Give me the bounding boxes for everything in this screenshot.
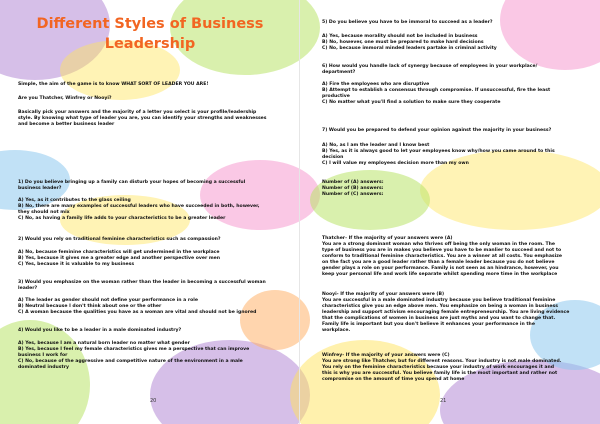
- question-4: 4) Would you like to be a leader in a male dominated industry?: [18, 328, 182, 333]
- intro-text: Simple, the aim of the game is to know WHAT SORT OF LEADER YOU ARE!: [18, 82, 209, 87]
- answers-3: A) The leader as gender should not define your performance in a role B) Neutral because I don't think about one or the other C) A woman because the qualities you have as a woman are vital and should not be ignored: [18, 298, 257, 315]
- question-6: 6) How would you handle lack of synergy because of employees in your workplace/ department?: [322, 64, 538, 75]
- intro-question: Are you Thatcher, Winfrey or Nooyi?: [18, 96, 112, 101]
- answers-4: A) Yes, because I am a natural born leader no matter what gender B) Yes, because I feel my female characteristics gives me a perspective that can improve business I work for C) No, because of the aggressive and competitive nature of the environment in a male dominated industry: [18, 341, 250, 370]
- answer-tally: Number of (A) answers: Number of (B) answers: Number of (C) answers:: [322, 180, 384, 197]
- answers-1: A) Yes, as it contributes to the glass ceiling B) No, there are many examples of successful leaders who have succeeded in both, however, they should not mix C) No, as having a family life adds to your characteristics to be a greater leader: [18, 198, 260, 221]
- page-title: Different Styles of Business Leadership: [36, 16, 264, 52]
- answers-2: A) No, because feminine characteristics will get undermined in the workplace B) Yes, because it gives me a greater edge and another perspective over men C) Yes, because it is valuable to my business: [18, 250, 221, 267]
- question-1: 1) Do you believe bringing up a family can disturb your hopes of becoming a successful business leader?: [18, 180, 246, 191]
- question-7: 7) Would you be prepared to defend your opinion against the majority in your business?: [322, 128, 552, 133]
- right-page: [300, 0, 600, 424]
- page-number: 20: [150, 398, 157, 404]
- result-nooyi: Nooyi- If the majority of your answers were (B) You are successful in a male dominated industry because you believe traditional feminine characteristics give you an edge above men. You emphasize on being a woman in business leadership and support activism encouraging female entrepreneurship. You are living evidence that the complications of women in business are just myths and you want to change that. Family life is important but you don't believe it enhances your performance in the workplace.: [322, 292, 570, 333]
- answers-5: A) Yes, because morality should not be included in business B) No, however, one must be prepared to make hard decisions C) No, because immoral minded leaders partake in criminal activity: [322, 34, 497, 51]
- result-winfrey: Winfrey- If the majority of your answers were (C) You are strong like Thatcher, but for different reasons. Your industry is not male dominated. You rely on the feminine characteristics because your industry of work encourages it and this is why you are successful. You believe family life is the most important and rather not compromise on the amount of time you spend at home: [322, 353, 562, 382]
- question-5: 5) Do you believe you have to be immoral to succeed as a leader?: [322, 20, 493, 25]
- instructions-text: Basically pick your answers and the majority of a letter you select is your profile/leadership style. By knowing what type of leader you are, you can identify your strengths and weaknesses and become a better business leader: [18, 110, 267, 127]
- question-2: 2) Would you rely on traditional feminine characteristics such as compassion?: [18, 237, 221, 242]
- page-number: 21: [440, 398, 447, 404]
- answers-7: A) No, as I am the leader and I know best B) Yes, as it is always good to let your employees know why/how you came around to this decision C) I will value my employees decision more than my own: [322, 143, 555, 166]
- answers-6: A) Fire the employees who are disruptive B) Attempt to establish a consensus through compromise. If unsuccessful, fire the least productive C) No matter what you'll find a solution to make sure they cooperate: [322, 82, 551, 105]
- question-3: 3) Would you emphasize on the woman rather than the leader in becoming a successful woman leader?: [18, 280, 266, 291]
- result-thatcher: Thatcher- If the majority of your answers were (A) You are a strong dominant woman who thrives off being the only woman in the room. The type of business you are in makes you believe you have to be manlier to succeed and not to conform to traditional feminine characteristics. You are a winner at all costs. You emphasize on the fact you are a good leader rather than a female leader because you do not believe gender plays a role on your performance. Family is not seen as an hindrance, however, you keep your personal life and work life separate whilst spending more time in the workplace: [322, 236, 563, 277]
